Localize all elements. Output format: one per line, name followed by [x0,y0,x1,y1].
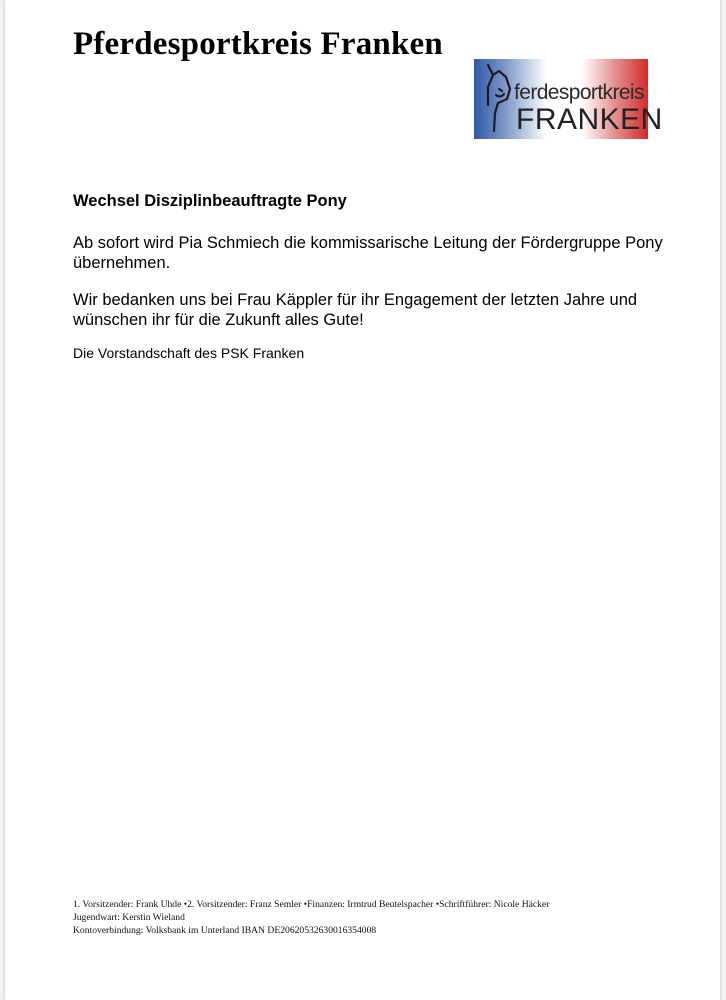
signoff-text: Die Vorstandschaft des PSK Franken [73,345,305,361]
organization-title: Pferdesportkreis Franken [73,26,443,62]
announcement-paragraph-1: Ab sofort wird Pia Schmiech die kommissarische Leitung der Fördergruppe Pony übernehmen. [73,234,663,272]
footer-bank-details: Kontoverbindung: Volksbank im Unterland IBAN DE20620532630016354008 [73,925,377,936]
announcement-paragraph-2: Wir bedanken uns bei Frau Käppler für ihr Engagement der letzten Jahre und wünschen ihr für die Zukunft alles Gute! [73,291,638,329]
document-page [5,0,720,1000]
logo-text-bottom: FRANKEN [516,103,663,136]
footer-youth-warden: Jugendwart: Kerstin Wieland [73,912,185,923]
document-footer [73,898,693,937]
organization-logo [474,59,663,139]
footer-board-members: 1. Vorsitzender: Frank Uhde •2. Vorsitzender: Franz Semler •Finanzen: Irmtrud Beutelspacher •Schriftführer: Nicole Häcker [73,899,550,910]
logo-text-top: ferdesportkreis [514,81,644,104]
announcement-headline: Wechsel Disziplinbeauftragte Pony [73,192,347,210]
